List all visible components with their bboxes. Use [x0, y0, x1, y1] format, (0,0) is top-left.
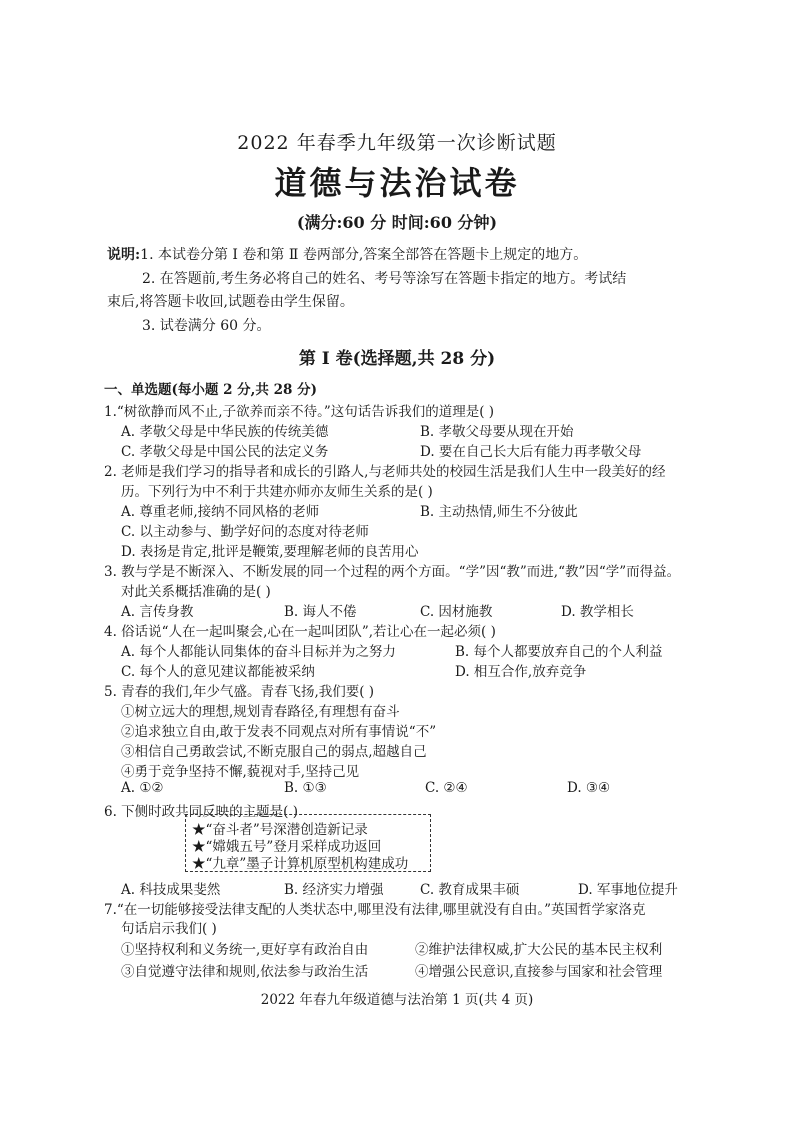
score-time: (满分:60 分 时间:60 分钟)	[296, 213, 498, 232]
section-heading: 一、单选题(每小题 2 分,共 28 分)	[104, 382, 317, 398]
q2-option-b: B. 主动热情,师生不分彼此	[420, 504, 578, 520]
q3-option-b: B. 诲人不倦	[284, 604, 357, 620]
q7-statement-1: ①坚持权利和义务统一,更好享有政治自由	[121, 942, 369, 958]
q5-statement-2: ②追求独立自由,敢于发表不同观点对所有事情说“不”	[121, 724, 437, 740]
q5-option-c: C. ②④	[425, 780, 468, 796]
q5-statement-4: ④勇于竞争坚持不懈,藐视对手,坚持己见	[121, 764, 360, 780]
q5-statement-1: ①树立远大的理想,规划青春路径,有理想有奋斗	[121, 704, 400, 720]
question-7-stem-2: 句话启示我们( )	[121, 921, 217, 937]
instruction-label: 说明:	[107, 247, 141, 263]
question-4-stem: 4. 俗话说“人在一起叫聚会,心在一起叫团队”,若让心在一起必须( )	[104, 624, 496, 640]
q3-option-d: D. 教学相长	[561, 604, 634, 620]
q2-option-d: D. 表扬是肯定,批评是鞭策,要理解老师的良苦用心	[121, 544, 419, 560]
q5-option-d: D. ③④	[567, 780, 611, 796]
q2-option-c: C. 以主动参与、勤学好问的态度对待老师	[121, 524, 369, 540]
question-1-stem: 1.“树欲静而风不止,子欲养而亲不待。”这句话告诉我们的道理是( )	[104, 404, 495, 420]
q6-option-c: C. 教育成果丰硕	[420, 882, 520, 898]
question-3-stem-1: 3. 教与学是不断深入、不断发展的同一个过程的两个方面。“学”因“教”而进,“教”因“学”而得益。	[104, 564, 681, 580]
q1-option-b: B. 孝敬父母要从现在开始	[420, 424, 574, 440]
page-title: 道德与法治试卷	[274, 164, 520, 202]
q6-option-b: B. 经济实力增强	[284, 882, 384, 898]
page-footer: 2022 年春九年级道德与法治第 1 页(共 4 页)	[260, 992, 534, 1008]
q1-option-c: C. 孝敬父母是中国公民的法定义务	[121, 444, 329, 460]
q7-statement-2: ②维护法律权威,扩大公民的基本民主权利	[415, 942, 663, 958]
q2-option-a: A. 尊重老师,接纳不同风格的老师	[121, 504, 320, 520]
q1-option-d: D. 要在自己长大后有能力再孝敬父母	[420, 444, 642, 460]
question-3-stem-2: 对此关系概括准确的是( )	[121, 584, 271, 600]
question-6-stem: 6. 下侧时政共同反映的主题是( )	[104, 804, 298, 820]
q3-option-c: C. 因材施教	[420, 604, 493, 620]
instruction-1	[107, 244, 587, 264]
q4-option-a: A. 每个人都能认同集体的奋斗目标并为之努力	[121, 644, 396, 660]
q4-option-b: B. 每个人都要放弃自己的个人利益	[455, 644, 663, 660]
q4-option-c: C. 每个人的意见建议都能被采纳	[121, 664, 315, 680]
q1-option-a: A. 孝敬父母是中华民族的传统美德	[121, 424, 329, 440]
q5-option-b: B. ①③	[284, 780, 327, 796]
volume-title: 第 Ⅰ 卷(选择题,共 28 分)	[298, 349, 496, 369]
q7-statement-3: ③自觉遵守法律和规则,依法参与政治生活	[121, 964, 369, 980]
news-item-1: ★“奋斗者”号深潜创造新记录	[192, 822, 368, 838]
q7-statement-4: ④增强公民意识,直接参与国家和社会管理	[415, 964, 663, 980]
question-5-stem: 5. 青春的我们,年少气盛。青春飞扬,我们要( )	[104, 684, 375, 700]
question-2-stem-1: 2. 老师是我们学习的指导者和成长的引路人,与老师共处的校园生活是我们人生中一段美好的经	[104, 464, 666, 480]
instruction-1-text: 1. 本试卷分第 Ⅰ 卷和第 Ⅱ 卷两部分,答案全部答在答题卡上规定的地方。	[140, 247, 588, 263]
q5-option-a: A. ①②	[121, 780, 164, 796]
q6-option-a: A. 科技成果斐然	[121, 882, 221, 898]
instruction-3: 3. 试卷满分 60 分。	[142, 318, 271, 334]
question-2-stem-2: 历。下列行为中不利于共建亦师亦友师生关系的是( )	[121, 484, 433, 500]
instruction-2b: 束后,将答题卡收回,试题卷由学生保留。	[107, 294, 354, 310]
question-7-stem-1: 7.“在一切能够接受法律支配的人类状态中,哪里没有法律,哪里就没有自由。”英国哲学家洛克	[104, 902, 646, 918]
news-item-3: ★“九章”墨子计算机原型机构建成功	[192, 856, 409, 872]
exam-subtitle: 2022 年春季九年级第一次诊断试题	[237, 132, 557, 154]
q4-option-d: D. 相互合作,放弃竞争	[455, 664, 587, 680]
news-item-2: ★“嫦娥五号”登月采样成功返回	[192, 839, 382, 855]
q6-option-d: D. 军事地位提升	[578, 882, 678, 898]
q3-option-a: A. 言传身教	[121, 604, 194, 620]
instruction-2a: 2. 在答题前,考生务必将自己的姓名、考号等涂写在答题卡指定的地方。考试结	[142, 271, 627, 287]
q5-statement-3: ③相信自己勇敢尝试,不断克服自己的弱点,超越自己	[121, 744, 427, 760]
